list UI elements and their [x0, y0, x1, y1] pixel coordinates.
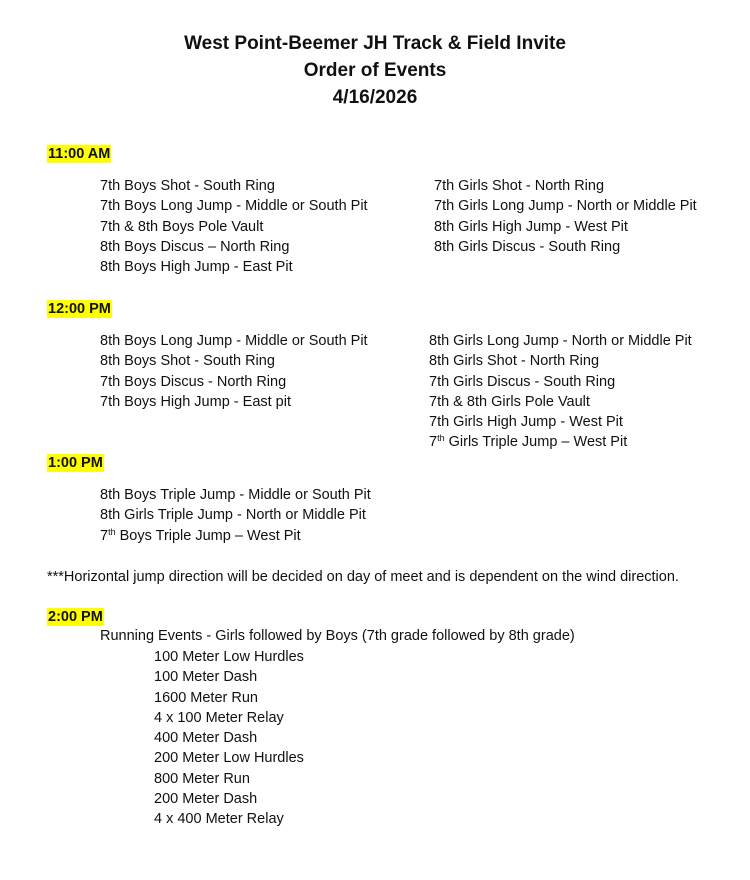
time-heading-1200: 12:00 PM — [48, 301, 111, 317]
event-item: 8th Girls High Jump - West Pit — [434, 218, 628, 235]
time-heading-1100: 11:00 AM — [48, 146, 111, 162]
title-date: 4/16/2026 — [332, 87, 418, 108]
event-grade-suffix: th — [108, 526, 116, 537]
running-event: 4 x 100 Meter Relay — [154, 709, 284, 726]
event-item: 7th & 8th Girls Pole Vault — [429, 393, 590, 410]
event-item: 7th Boys Long Jump - Middle or South Pit — [100, 198, 368, 215]
event-grade-number: 7 — [429, 434, 438, 451]
event-item: 8th Girls Long Jump - North or Middle Pit — [429, 333, 692, 349]
event-item: 7th Girls High Jump - West Pit — [429, 414, 623, 431]
event-item: 8th Girls Triple Jump - North or Middle Pit — [100, 507, 366, 524]
event-item: 8th Boys Shot - South Ring — [100, 353, 275, 370]
events-100 — [100, 485, 371, 546]
running-event: 100 Meter Dash — [154, 669, 258, 686]
running-event: 400 Meter Dash — [154, 730, 258, 747]
events-1100-girls — [434, 176, 697, 257]
title-line-1: West Point-Beemer JH Track & Field Invite — [184, 33, 566, 54]
event-item — [100, 526, 371, 546]
event-item: 8th Boys Long Jump - Middle or South Pit — [100, 333, 368, 349]
time-heading-200: 2:00 PM — [48, 609, 103, 625]
running-event: 1600 Meter Run — [154, 689, 258, 706]
running-event: 4 x 400 Meter Relay — [154, 811, 284, 828]
running-events-list — [154, 647, 304, 830]
event-item: 7th Girls Shot - North Ring — [434, 178, 605, 194]
title-line-2: Order of Events — [303, 60, 447, 81]
running-event: 200 Meter Dash — [154, 791, 258, 808]
wind-direction-note: ***Horizontal jump direction will be decided on day of meet and is dependent on the wind direction. — [47, 569, 679, 585]
time-heading-100: 1:00 PM — [48, 455, 103, 471]
event-item: 8th Boys Discus – North Ring — [100, 238, 290, 255]
event-item: 7th Boys High Jump - East pit — [100, 393, 291, 410]
running-event: 100 Meter Low Hurdles — [154, 649, 304, 665]
event-item-text: Girls Triple Jump – West Pit — [444, 434, 628, 451]
event-item: 8th Boys High Jump - East Pit — [100, 259, 293, 276]
event-item — [429, 432, 692, 452]
events-1100-boys — [100, 176, 368, 277]
events-1200-girls — [429, 331, 692, 453]
event-item: 7th Girls Long Jump - North or Middle Pit — [434, 198, 697, 215]
events-1200-boys — [100, 331, 368, 412]
event-item: 7th Girls Discus - South Ring — [429, 373, 616, 390]
running-event: 800 Meter Run — [154, 770, 250, 787]
running-events-intro: Running Events - Girls followed by Boys (7th grade followed by 8th grade) — [100, 628, 575, 644]
event-item: 8th Boys Triple Jump - Middle or South Pit — [100, 487, 371, 503]
event-item: 7th & 8th Boys Pole Vault — [100, 218, 264, 235]
event-item: 8th Girls Discus - South Ring — [434, 238, 621, 255]
running-event: 200 Meter Low Hurdles — [154, 750, 304, 767]
event-item: 7th Boys Shot - South Ring — [100, 178, 275, 194]
event-grade-suffix: th — [437, 433, 445, 444]
event-item-text: Boys Triple Jump – West Pit — [115, 527, 301, 544]
event-grade-number: 7 — [100, 527, 109, 544]
event-item: 7th Boys Discus - North Ring — [100, 373, 287, 390]
event-item: 8th Girls Shot - North Ring — [429, 353, 600, 370]
page-title — [0, 30, 750, 111]
